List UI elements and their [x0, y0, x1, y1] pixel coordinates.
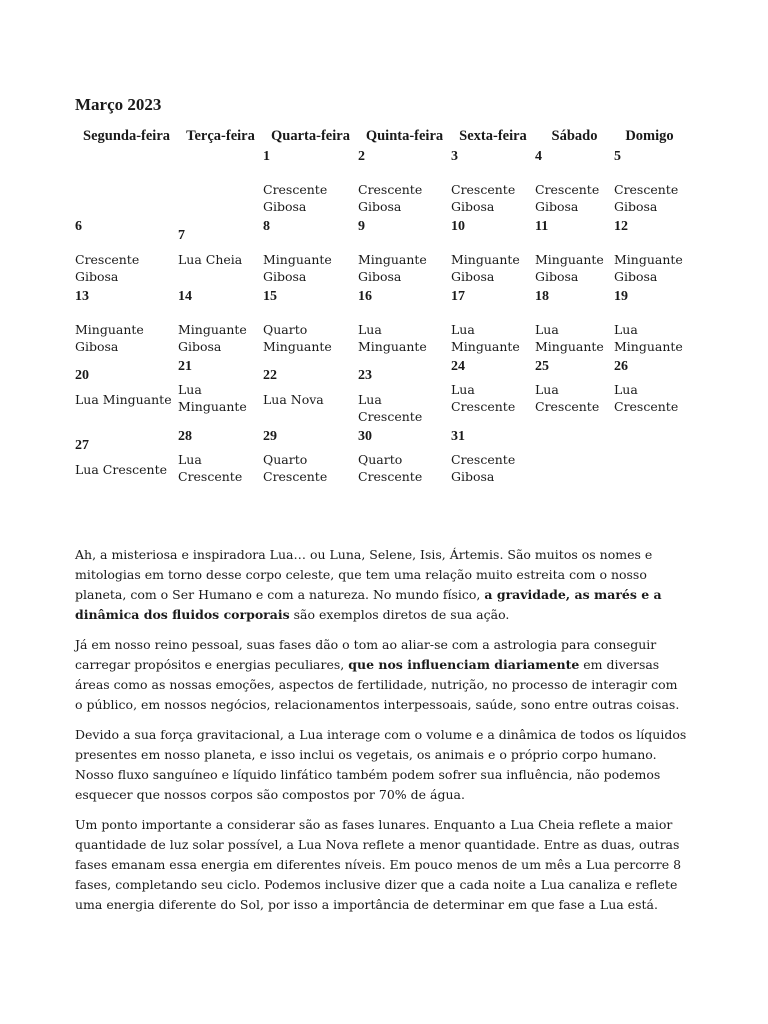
calendar-day-cell [263, 425, 358, 495]
day-number: 21 [178, 359, 192, 374]
calendar-day-cell [614, 425, 685, 495]
day-number: 31 [451, 429, 465, 444]
day-number: 22 [263, 368, 277, 383]
moon-phase-label: Minguante Gibosa [178, 322, 247, 354]
calendar-day-cell [358, 355, 451, 425]
calendar-section [75, 95, 695, 495]
moon-phase-label: Minguante Gibosa [535, 252, 604, 284]
weekday-header: Quinta-feira [365, 127, 444, 144]
day-number: 27 [75, 438, 89, 453]
moon-phase-label: Lua Nova [263, 392, 324, 407]
paragraph: Já em nosso reino pessoal, suas fases dão o tom ao aliar-se com a astrologia para conseguir carregar propósitos e energias peculiares, que nos influenciam diariamente em diversas áreas como as nossas emoções, aspectos de fertilidade, nutrição, no processo de interagir com o público, em nossos negócios, relacionamentos interpessoais, saúde, sono entre outras coisas. [75, 637, 680, 712]
calendar-week-row [75, 145, 685, 215]
calendar-day-cell [614, 215, 685, 285]
weekday-header: Domigo [625, 127, 674, 144]
paragraph: Devido a sua força gravitacional, a Lua interage com o volume e a dinâmica de todos os líquidos presentes em nosso planeta, e isso inclui os vegetais, os animais e o próprio corpo humano. Nosso fluxo sanguíneo e líquido linfático também podem sofrer sua influência, não podemos esquecer que nossos corpos são compostos por 70% de água. [75, 727, 687, 802]
weekday-header: Segunda-feira [83, 127, 170, 144]
day-number: 30 [358, 429, 372, 444]
day-number: 18 [535, 289, 549, 304]
moon-phase-label: Crescente Gibosa [614, 182, 679, 214]
calendar-week-row [75, 425, 685, 495]
moon-phase-label: Quarto Minguante [263, 322, 332, 354]
calendar-table [75, 127, 685, 495]
day-number: 28 [178, 429, 192, 444]
day-number: 3 [451, 149, 458, 164]
day-number: 5 [614, 149, 621, 164]
day-number: 9 [358, 219, 365, 234]
calendar-day-cell [358, 285, 451, 355]
weekday-header: Quarta-feira [271, 127, 350, 144]
moon-phase-label: Minguante Gibosa [75, 322, 144, 354]
moon-phase-label: Crescente Gibosa [263, 182, 328, 214]
weekday-header: Terça-feira [186, 127, 255, 144]
moon-phase-label: Quarto Crescente [263, 452, 328, 484]
moon-phase-label: Lua Minguante [178, 382, 247, 414]
moon-phase-label: Lua Crescente [614, 382, 679, 414]
day-number: 8 [263, 219, 270, 234]
calendar-title: Março 2023 [75, 95, 162, 114]
calendar-week-row [75, 215, 685, 285]
day-number: 16 [358, 289, 372, 304]
calendar-day-cell [75, 355, 178, 425]
calendar-day-cell [451, 425, 535, 495]
day-number: 4 [535, 149, 542, 164]
calendar-day-cell [614, 285, 685, 355]
day-number: 17 [451, 289, 465, 304]
bold-text: a gravidade, as marés e a dinâmica dos fluidos corporais [75, 587, 662, 622]
calendar-day-cell [358, 215, 451, 285]
calendar-day-cell [535, 425, 614, 495]
calendar-day-cell [263, 145, 358, 215]
day-number: 19 [614, 289, 628, 304]
day-number: 11 [535, 219, 549, 234]
day-number: 7 [178, 228, 185, 243]
moon-phase-label: Minguante Gibosa [263, 252, 332, 284]
calendar-day-cell [535, 145, 614, 215]
moon-phase-label: Lua Cheia [178, 252, 243, 267]
day-number: 15 [263, 289, 277, 304]
moon-phase-label: Lua Crescente [535, 382, 600, 414]
bold-text: que nos influenciam diariamente [348, 657, 580, 672]
moon-phase-label: Lua Crescente [451, 382, 516, 414]
moon-phase-label: Minguante Gibosa [358, 252, 427, 284]
day-number: 25 [535, 359, 549, 374]
calendar-day-cell [263, 215, 358, 285]
calendar-day-cell [263, 285, 358, 355]
day-number: 14 [178, 289, 192, 304]
moon-phase-label: Lua Minguante [535, 322, 604, 354]
calendar-day-cell [614, 145, 685, 215]
calendar-day-cell [75, 215, 178, 285]
moon-phase-label: Lua Crescente [75, 462, 167, 477]
day-number: 10 [451, 219, 465, 234]
moon-phase-label: Crescente Gibosa [535, 182, 600, 214]
calendar-day-cell [178, 355, 263, 425]
day-number: 29 [263, 429, 277, 444]
moon-phase-label: Crescente Gibosa [358, 182, 423, 214]
day-number: 24 [451, 359, 465, 374]
moon-phase-label: Lua Crescente [358, 392, 423, 424]
moon-phase-label: Crescente Gibosa [75, 252, 140, 284]
moon-phase-label: Crescente Gibosa [451, 452, 516, 484]
moon-phase-label: Lua Minguante [451, 322, 520, 354]
calendar-day-cell [178, 285, 263, 355]
day-number: 2 [358, 149, 365, 164]
day-number: 12 [614, 219, 628, 234]
moon-phase-label: Minguante Gibosa [614, 252, 683, 284]
calendar-day-cell [75, 285, 178, 355]
weekday-header: Sábado [551, 127, 598, 144]
calendar-day-cell [263, 355, 358, 425]
calendar-day-cell [358, 145, 451, 215]
moon-phase-label: Quarto Crescente [358, 452, 423, 484]
calendar-day-cell [451, 145, 535, 215]
article-body [75, 545, 687, 925]
paragraph: Ah, a misteriosa e inspiradora Lua… ou Luna, Selene, Isis, Ártemis. São muitos os nomes e mitologias em torno desse corpo celeste, que tem uma relação muito estreita com o nosso planeta, com o Ser Humano e com a natureza. No mundo físico, a gravidade, as marés e a dinâmica dos fluidos corporais são exemplos diretos de sua ação. [75, 547, 662, 622]
calendar-day-cell [535, 215, 614, 285]
calendar-week-row [75, 355, 685, 425]
day-number: 6 [75, 219, 82, 234]
day-number: 20 [75, 368, 89, 383]
day-number: 13 [75, 289, 89, 304]
calendar-day-cell [614, 355, 685, 425]
moon-phase-label: Lua Crescente [178, 452, 243, 484]
paragraph: Um ponto importante a considerar são as fases lunares. Enquanto a Lua Cheia reflete a maior quantidade de luz solar possível, a Lua Nova reflete a menor quantidade. Entre as duas, outras fases emanam essa energia em diferentes níveis. Em pouco menos de um mês a Lua percorre 8 fases, completando seu ciclo. Podemos inclusive dizer que a cada noite a Lua canaliza e reflete uma energia diferente do Sol, por isso a importância de determinar em que fase a Lua está. [75, 817, 682, 912]
moon-phase-label: Lua Minguante [75, 392, 172, 407]
weekday-header: Sexta-feira [459, 127, 527, 144]
calendar-day-cell [451, 285, 535, 355]
calendar-day-cell [178, 425, 263, 495]
moon-phase-label: Lua Minguante [614, 322, 683, 354]
moon-phase-label: Lua Minguante [358, 322, 427, 354]
calendar-day-cell [451, 215, 535, 285]
day-number: 1 [263, 149, 270, 164]
weekday-header-row [75, 127, 685, 145]
moon-phase-label: Crescente Gibosa [451, 182, 516, 214]
calendar-week-row [75, 285, 685, 355]
calendar-day-cell [178, 145, 263, 215]
calendar-day-cell [535, 285, 614, 355]
calendar-day-cell [75, 425, 178, 495]
calendar-day-cell [75, 145, 178, 215]
calendar-day-cell [358, 425, 451, 495]
moon-phase-label: Minguante Gibosa [451, 252, 520, 284]
calendar-day-cell [535, 355, 614, 425]
day-number: 26 [614, 359, 628, 374]
day-number: 23 [358, 368, 372, 383]
calendar-day-cell [451, 355, 535, 425]
calendar-day-cell [178, 215, 263, 285]
